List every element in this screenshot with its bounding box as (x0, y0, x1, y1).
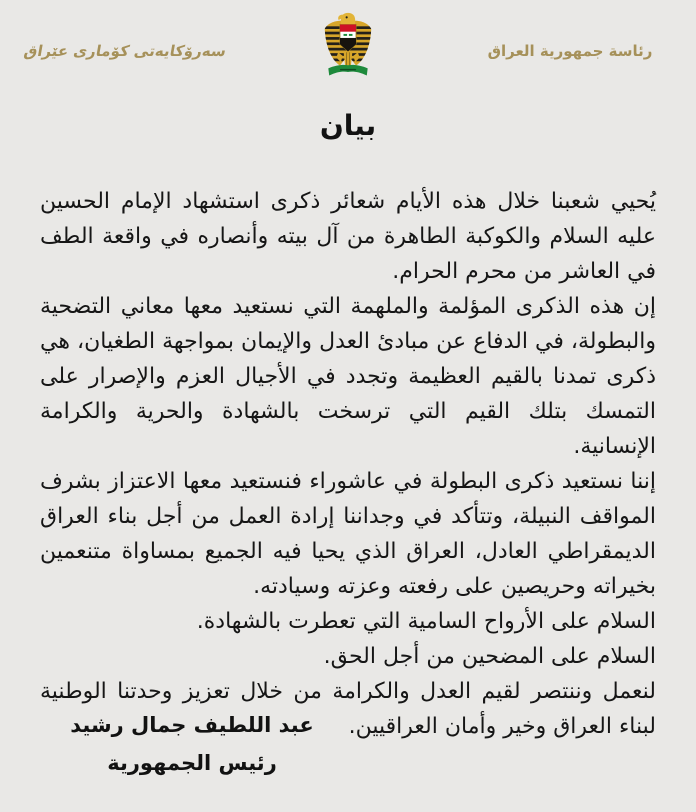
statement-title: بيان (319, 109, 377, 142)
letterhead (0, 0, 696, 92)
body-paragraph: السلام على الأرواح السامية التي تعطرت بالشهادة. (196, 609, 656, 634)
signatory-title: رئيس الجمهورية (107, 751, 277, 775)
statement-body (0, 144, 696, 744)
arabic-presidency-calligraphy: رئاسة جمهورية العراق (487, 42, 653, 60)
body-paragraph: لنعمل وننتصر لقيم العدل والكرامة من خلال تعزيز وحدتنا الوطنية لبناء العراق وخير وأمان العراقيين. (40, 679, 656, 739)
signature-block (62, 706, 322, 782)
iraq-coat-of-arms-icon (318, 12, 378, 80)
signatory-name: عبد اللطيف جمال رشيد (70, 713, 314, 737)
body-paragraph: إننا نستعيد ذكرى البطولة في عاشوراء فنستعيد معها الاعتزاز بشرف المواقف النبيلة، وتتأكد في وجداننا إرادة العمل من أجل بناء العراق الديمقراطي العادل، العراق الذي يحيا فيه الجميع بمساواة متنعمين بخيراته وحريصين على رفعته وعزته وسيادته. (40, 469, 656, 599)
body-paragraph: السلام على المضحين من أجل الحق. (323, 644, 656, 669)
kurdish-presidency-calligraphy: سەرۆکایەتی کۆماری عێراق (22, 42, 228, 60)
body-paragraph: إن هذه الذكرى المؤلمة والملهمة التي نستعيد معها معاني التضحية والبطولة، في الدفاع عن مبادئ العدل والإيمان بمواجهة الطغيان، هي ذكرى تمدنا بالقيم العظيمة وتجدد في الأجيال العزم والإصرار على التمسك بتلك القيم التي ترسخت بالشهادة والحرية والكرامة الإنسانية. (40, 294, 656, 459)
body-paragraph: يُحيي شعبنا خلال هذه الأيام شعائر ذكرى استشهاد الإمام الحسين عليه السلام والكوكبة الطاهرة من آل بيته وأنصاره في واقعة الطف في العاشر من محرم الحرام. (40, 189, 656, 284)
